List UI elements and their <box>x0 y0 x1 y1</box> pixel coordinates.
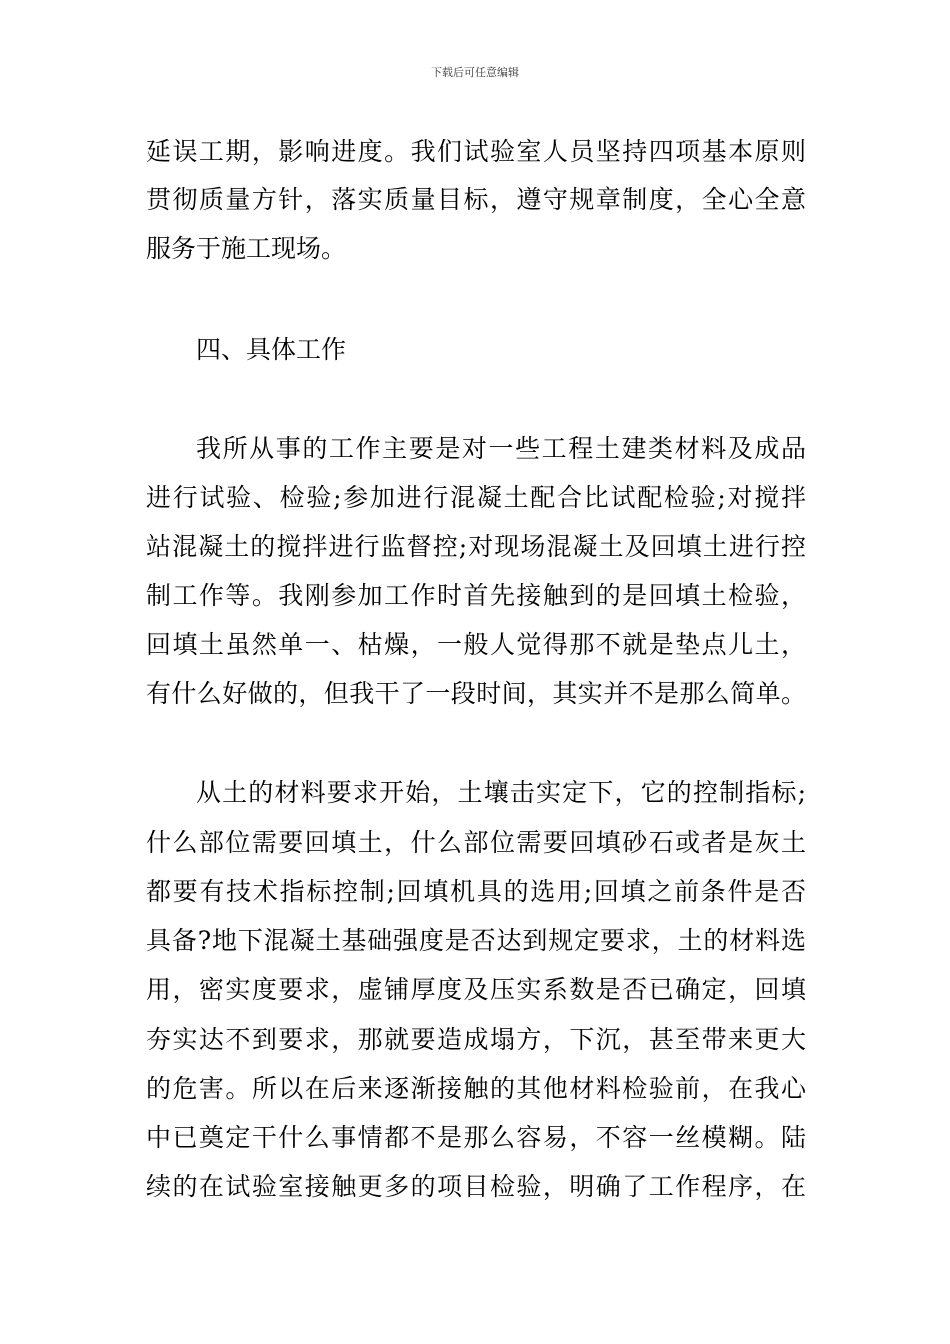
paragraph-1-line-1: 延误工期，影响进度。我们试验室人员坚持四项基本原则 <box>146 137 806 166</box>
paragraph-3-line-9: 续的在试验室接触更多的项目检验，明确了工作程序，在 <box>146 1172 806 1201</box>
paragraph-1-line-3: 服务于施工现场。 <box>146 234 347 263</box>
paragraph-2-line-3: 站混凝土的搅拌进行监督控;对现场混凝土及回填土进行控 <box>146 532 806 561</box>
paragraph-2-line-1: 我所从事的工作主要是对一些工程土建类材料及成品 <box>196 434 806 463</box>
paragraph-3-line-3: 都要有技术指标控制;回填机具的选用;回填之前条件是否 <box>146 877 806 906</box>
paragraph-1-line-2: 贯彻质量方针，落实质量目标，遵守规章制度，全心全意 <box>146 185 806 214</box>
paragraph-3-line-7: 的危害。所以在后来逐渐接触的其他材料检验前，在我心 <box>146 1074 806 1103</box>
paragraph-3-line-6: 夯实达不到要求，那就要造成塌方，下沉，甚至带来更大 <box>146 1025 806 1054</box>
paragraph-3-line-8: 中已奠定干什么事情都不是那么容易，不容一丝模糊。陆 <box>146 1123 806 1152</box>
paragraph-2-line-5: 回填土虽然单一、枯燥，一般人觉得那不就是垫点儿土， <box>146 630 806 659</box>
paragraph-2-line-6: 有什么好做的，但我干了一段时间，其实并不是那么简单。 <box>146 679 806 708</box>
page-header: 下载后可任意编辑 <box>431 66 519 79</box>
paragraph-2-line-4: 制工作等。我刚参加工作时首先接触到的是回填土检验， <box>146 581 806 610</box>
paragraph-3-line-2: 什么部位需要回填土，什么部位需要回填砂石或者是灰土 <box>146 828 806 857</box>
paragraph-3-line-5: 用，密实度要求，虚铺厚度及压实系数是否已确定，回填 <box>146 975 806 1004</box>
paragraph-2-line-2: 进行试验、检验;参加进行混凝土配合比试配检验;对搅拌 <box>146 483 806 512</box>
paragraph-3-line-1: 从土的材料要求开始，土壤击实定下，它的控制指标; <box>196 778 806 807</box>
section-heading: 四、具体工作 <box>196 335 347 364</box>
paragraph-3-line-4: 具备?地下混凝土基础强度是否达到规定要求，土的材料选 <box>146 926 806 955</box>
